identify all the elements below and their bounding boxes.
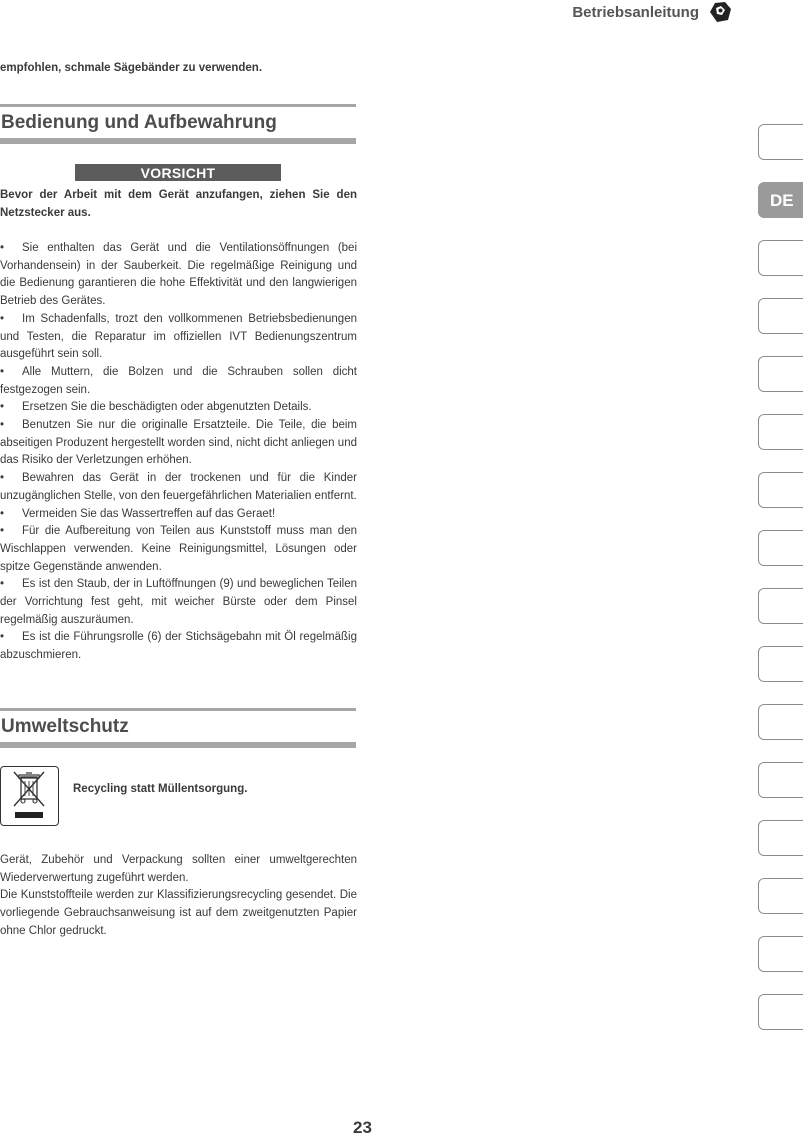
bullet-symbol: • (0, 578, 5, 591)
list-item-text: Es ist den Staub, der in Luftöffnungen (9) und beweglichen Teilen der Vorrichtung fest geht, mit weicher Bürste oder dem Pinsel regelmäßig auszuräumen. (0, 578, 357, 626)
crossed-out-wheelie-bin-icon (0, 766, 59, 826)
list-item-text: Alle Muttern, die Bolzen und die Schrauben sollen dicht festgezogen sein. (0, 365, 357, 396)
list-item (0, 629, 357, 664)
list-item-text: Vermeiden Sie das Wassertreffen auf das Geraet! (22, 507, 276, 520)
bin-graphic (1, 767, 57, 824)
bullet-symbol: • (0, 401, 5, 414)
language-tab[interactable] (758, 298, 803, 334)
language-tab[interactable] (758, 994, 803, 1030)
language-tab[interactable] (758, 762, 803, 798)
list-item-text: Bewahren das Gerät in der trockenen und für die Kinder unzugänglichen Stelle, von den feuergefährlichen Materialien entfernt. (0, 472, 357, 502)
language-tab[interactable] (758, 588, 803, 624)
brand-logo-icon (707, 0, 733, 24)
language-tab[interactable] (758, 704, 803, 740)
list-item-text: Für die Aufbereitung von Teilen aus Kunststoff muss man den Wischlappen verwenden. Keine Reinigungsmittel, Lösungen oder spitze Gegenstände anwenden. (0, 525, 357, 573)
bullet-symbol: • (0, 365, 5, 378)
list-item-text: Es ist die Führungsrolle (6) der Stichsägebahn mit Öl regelmäßig abzuschmieren. (0, 631, 357, 662)
list-item (0, 523, 357, 576)
list-item-text: Im Schadenfalls, trozt den vollkommenen Betriebsbedienungen und Testen, die Reparatur im offiziellen IVT Bedienungszentrum ausgeführt sein soll. (0, 312, 357, 361)
environment-text (0, 852, 357, 941)
maintenance-list (0, 240, 357, 665)
language-tab[interactable] (758, 530, 803, 566)
list-item (0, 470, 357, 505)
language-tab[interactable] (758, 936, 803, 972)
language-tab[interactable] (758, 820, 803, 856)
bullet-symbol: • (0, 312, 5, 325)
language-tab-de[interactable]: DE (758, 182, 803, 218)
env-paragraph: Gerät, Zubehör und Verpackung sollten einer umweltgerechten Wiederverwertung zugeführt werden. (0, 854, 357, 884)
language-tab[interactable] (758, 124, 803, 160)
bullet-symbol: • (0, 631, 5, 644)
list-item (0, 399, 357, 417)
recycle-label: Recycling statt Müllentsorgung. (73, 783, 248, 795)
intro-text: empfohlen, schmale Sägebänder zu verwenden. (0, 62, 263, 74)
env-paragraph: Die Kunststoffteile werden zur Klassifizierungsrecycling gesendet. Die vorliegende Gebrauchsanweisung ist auf dem zweitgenutzten Papier ohne Chlor gedruckt. (0, 889, 357, 937)
bullet-symbol: • (0, 525, 5, 538)
section-umweltschutz (0, 708, 356, 748)
list-item-text: Benutzen Sie nur die originalle Ersatzteile. Die Teile, die beim abseitigen Produzent hergestellt worden sind, nicht dicht anliegen und das Risiko der Verletzungen erhöhen. (0, 419, 357, 467)
section-bedienung (0, 104, 356, 144)
language-tab[interactable] (758, 240, 803, 276)
list-item (0, 576, 357, 629)
section-title-bedienung: Bedienung und Aufbewahrung (1, 112, 277, 133)
bullet-symbol: • (0, 242, 5, 254)
language-tab[interactable] (758, 646, 803, 682)
warning-text: Bevor der Arbeit mit dem Gerät anzufangen, ziehen Sie den Netzstecker aus. (0, 189, 357, 219)
language-tab[interactable] (758, 414, 803, 450)
list-item-text: Sie enthalten das Gerät und die Ventilationsöffnungen (bei Vorhandensein) in der Sauberkeit. Die regelmäßige Reinigung und die Bedienung garantieren die hohe Effektivität und den langwierigen Betrieb des Gerätes. (0, 242, 357, 308)
page-number: 23 (353, 1118, 372, 1137)
language-tab[interactable] (758, 878, 803, 914)
list-item (0, 417, 357, 470)
list-item (0, 311, 357, 364)
bullet-symbol: • (0, 419, 5, 432)
header-title: Betriebsanleitung (572, 4, 699, 21)
section-title-umweltschutz: Umweltschutz (1, 716, 129, 737)
language-tab[interactable] (758, 356, 803, 392)
list-item (0, 240, 357, 311)
list-item-text: Ersetzen Sie die beschädigten oder abgenutzten Details. (22, 401, 312, 414)
warning-banner: VORSICHT (75, 164, 281, 181)
list-item (0, 506, 357, 524)
section-rule-bottom (0, 742, 356, 748)
section-rule-bottom (0, 138, 356, 144)
list-item (0, 364, 357, 399)
bullet-symbol: • (0, 507, 5, 520)
language-tab[interactable] (758, 472, 803, 508)
bullet-symbol: • (0, 472, 5, 485)
